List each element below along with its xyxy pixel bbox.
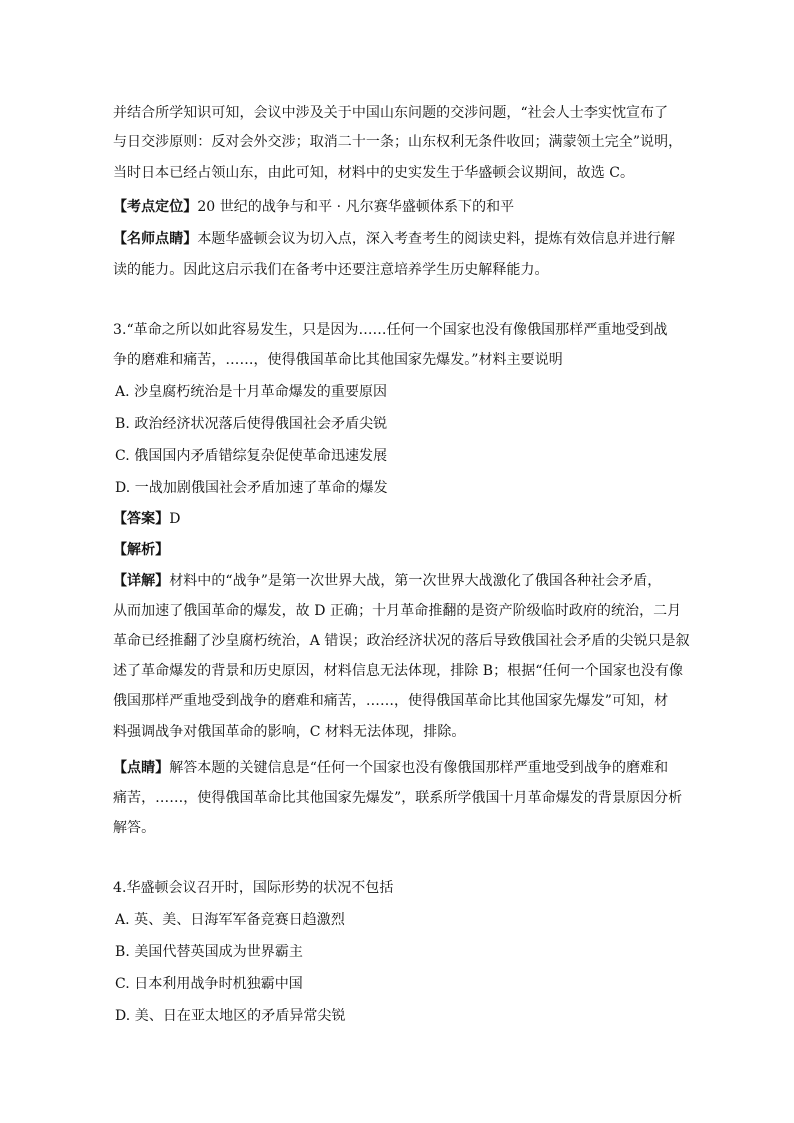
q4-option-d: D. 美、日在亚太地区的矛盾异常尖锐 bbox=[115, 1008, 346, 1024]
question-4-stem: 4.华盛顿会议召开时，国际形势的状况不包括 bbox=[113, 880, 394, 896]
q4-option-b: B. 美国代替英国成为世界霸主 bbox=[115, 944, 303, 960]
xiangjie-line-3: 革命已经推翻了沙皇腐朽统治，A 错误；政治经济状况的落后导致俄国社会矛盾的尖锐只是叙 bbox=[113, 633, 690, 649]
mingshi-label: 【名师点睛】 bbox=[113, 231, 198, 247]
answer-label: 【答案】 bbox=[113, 511, 170, 527]
dianjing-line-3: 解答。 bbox=[113, 820, 156, 836]
q4-option-a: A. 英、美、日海军军备竞赛日趋激烈 bbox=[115, 912, 345, 928]
xiangjie-label: 【详解】 bbox=[113, 573, 170, 589]
dianjing-text: 解答本题的关键信息是“任何一个国家也没有像俄国那样严重地受到战争的磨难和 bbox=[169, 760, 669, 776]
paragraph-line: 当时日本已经占领山东，由此可知，材料中的史实发生于华盛顿会议期间，故选 C。 bbox=[113, 165, 635, 181]
kaodian-text: 20 世纪的战争与和平 · 凡尔赛华盛顿体系下的和平 bbox=[197, 199, 515, 215]
answer-line bbox=[113, 509, 688, 529]
xiangjie-line-4: 述了革命爆发的背景和历史原因，材料信息无法体现，排除 B；根据“任何一个国家也没有像 bbox=[113, 663, 683, 679]
mingshi-line-2: 读的能力。因此这启示我们在备考中还要注意培养学生历史解释能力。 bbox=[113, 262, 549, 278]
xiangjie-text: 材料中的“战争”是第一次世界大战，第一次世界大战激化了俄国各种社会矛盾， bbox=[169, 573, 662, 589]
question-3-stem: 3.“革命之所以如此容易发生，只是因为……任何一个国家也没有像俄国那样严重地受到战 bbox=[113, 322, 668, 338]
xiangjie-line-6: 料强调战争对俄国革命的影响，C 材料无法体现，排除。 bbox=[113, 724, 466, 740]
question-3-stem-2: 争的磨难和痛苦，……，使得俄国革命比其他国家先爆发。”材料主要说明 bbox=[113, 352, 563, 368]
q3-option-c: C. 俄国国内矛盾错综复杂促使革命迅速发展 bbox=[115, 448, 388, 464]
mingshi-text: 本题华盛顿会议为切入点，深入考查考生的阅读史料，提炼有效信息并进行解 bbox=[197, 231, 676, 247]
q3-option-a: A. 沙皇腐朽统治是十月革命爆发的重要原因 bbox=[115, 384, 388, 400]
dianjing-label: 【点睛】 bbox=[113, 760, 170, 776]
xiangjie-line-2: 从而加速了俄国革命的爆发，故 D 正确；十月革命推翻的是资产阶级临时政府的统治，二月 bbox=[113, 603, 682, 619]
xiangjie-line-5: 俄国那样严重地受到战争的磨难和痛苦，……，使得俄国革命比其他国家先爆发”可知，材 bbox=[113, 693, 669, 709]
q3-option-b: B. 政治经济状况落后使得俄国社会矛盾尖锐 bbox=[115, 416, 388, 432]
q3-option-d: D. 一战加剧俄国社会矛盾加速了革命的爆发 bbox=[115, 480, 388, 496]
paragraph-line: 并结合所学知识可知，会议中涉及关于中国山东问题的交涉问题，“社会人士李实忱宣布了 bbox=[113, 105, 669, 121]
q4-option-c: C. 日本利用战争时机独霸中国 bbox=[115, 976, 303, 992]
dianjing-line-2: 痛苦，……，使得俄国革命比其他国家先爆发”，联系所学俄国十月革命爆发的背景原因分析 bbox=[113, 790, 683, 806]
paragraph-line: 与日交涉原则：反对会外交涉；取消二十一条；山东权利无条件收回；满蒙领土完全”说明， bbox=[113, 134, 683, 150]
kaodian-line bbox=[113, 197, 688, 217]
kaodian-label: 【考点定位】 bbox=[113, 199, 198, 215]
mingshi-line bbox=[113, 229, 688, 249]
xiangjie-line bbox=[113, 571, 688, 591]
jiexi-label: 【解析】 bbox=[113, 542, 170, 558]
answer-value: D bbox=[169, 511, 181, 527]
dianjing-line bbox=[113, 758, 688, 778]
